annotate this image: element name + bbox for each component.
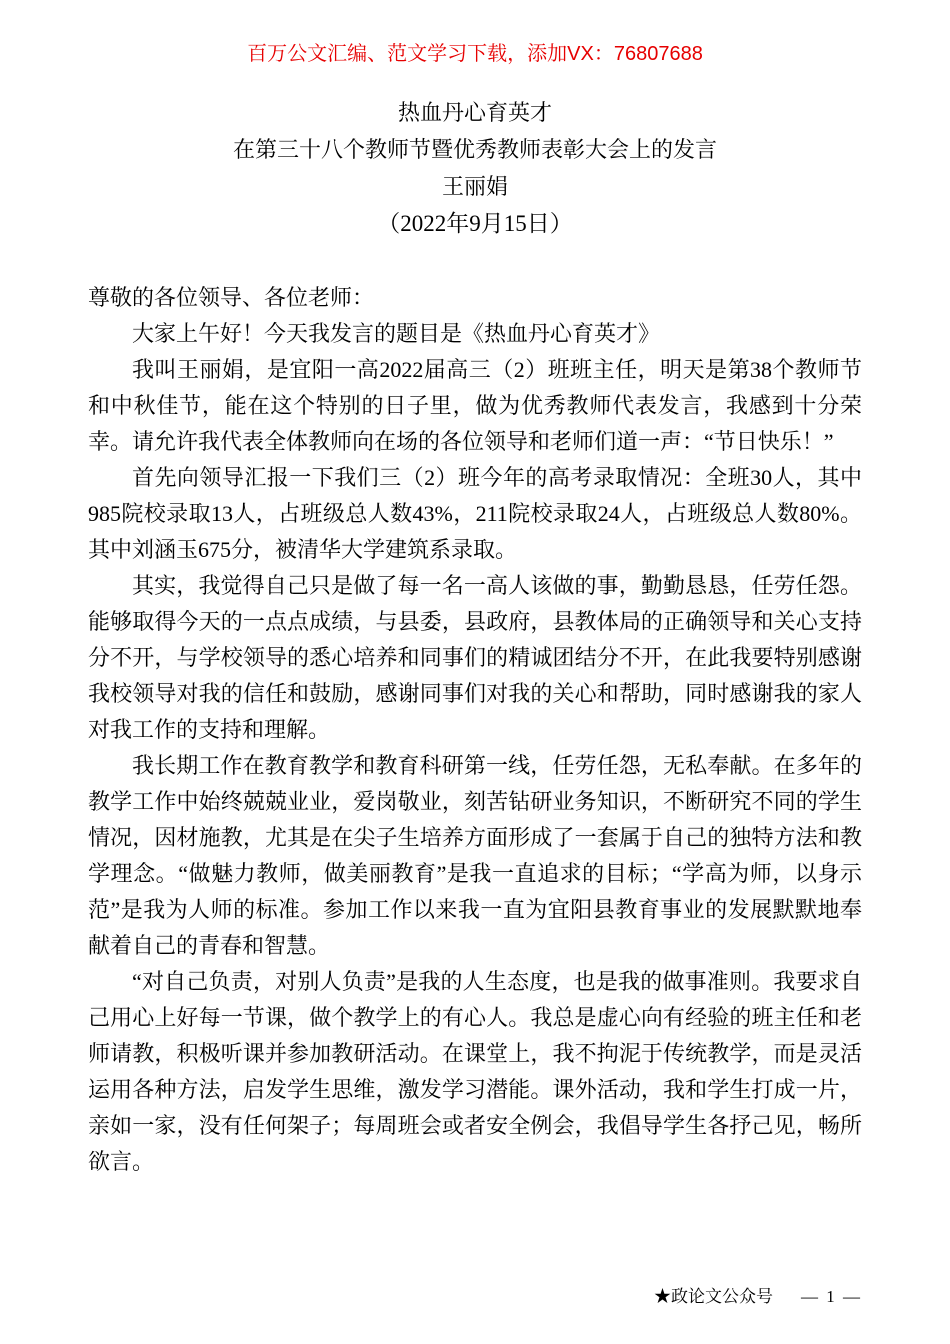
body-paragraph: 我叫王丽娟，是宜阳一高2022届高三（2）班班主任，明天是第38个教师节和中秋佳节，能在这个特别的日子里，做为优秀教师代表发言，我感到十分荣幸。请允许我代表全体教师向在场的各位领导和老师们道一声：“节日快乐！” <box>88 357 862 454</box>
watermark-notice: 百万公文汇编、范文学习下载，添加VX：76807688 <box>247 43 703 65</box>
salutation: 尊敬的各位领导、各位老师： <box>88 285 375 310</box>
author-name: 王丽娟 <box>441 174 508 199</box>
body-paragraph: 大家上午好！今天我发言的题目是《热血丹心育英才》 <box>132 321 661 346</box>
title-block <box>88 94 862 242</box>
body-paragraph: 其实，我觉得自己只是做了每一名一高人该做的事，勤勤恳恳，任劳任怨。能够取得今天的一点点成绩，与县委，县政府，县教体局的正确领导和关心支持分不开，与学校领导的悉心培养和同事们的精诚团结分不开，在此我要特别感谢我校领导对我的信任和鼓励，感谢同事们对我的关心和帮助，同时感谢我的家人对我工作的支持和理解。 <box>88 573 862 742</box>
paragraph-list <box>88 316 862 1180</box>
document-body <box>88 280 862 1180</box>
body-paragraph: 我长期工作在教育教学和教育科研第一线，任劳任怨，无私奉献。在多年的教学工作中始终兢兢业业，爱岗敬业，刻苦钻研业务知识，不断研究不同的学生情况，因材施教，尤其是在尖子生培养方面形成了一套属于自己的独特方法和教学理念。“做魅力教师，做美丽教育”是我一直追求的目标；“学高为师，以身示范”是我为人师的标准。参加工作以来我一直为宜阳县教育事业的发展默默地奉献着自己的青春和智慧。 <box>88 753 862 958</box>
footer-label: ★政论文公众号 <box>654 1287 773 1306</box>
document-subtitle: 在第三十八个教师节暨优秀教师表彰大会上的发言 <box>232 137 717 162</box>
page-footer <box>654 1286 862 1308</box>
document-date: （2022年9月15日） <box>377 211 573 236</box>
body-paragraph: 首先向领导汇报一下我们三（2）班今年的高考录取情况：全班30人，其中985院校录取13人，占班级总人数43%，211院校录取24人，占班级总人数80%。其中刘涵玉675分，被清华大学建筑系录取。 <box>88 465 862 562</box>
body-paragraph: “对自己负责，对别人负责”是我的人生态度，也是我的做事准则。我要求自己用心上好每一节课，做个教学上的有心人。我总是虚心向有经验的班主任和老师请教，积极听课并参加教研活动。在课堂上，我不拘泥于传统教学，而是灵活运用各种方法，启发学生思维，激发学习潜能。课外活动，我和学生打成一片，亲如一家，没有任何架子；每周班会或者安全例会，我倡导学生各抒己见，畅所欲言。 <box>88 969 862 1174</box>
document-title: 热血丹心育英才 <box>397 100 552 125</box>
page-number: — 1 — <box>801 1287 862 1306</box>
